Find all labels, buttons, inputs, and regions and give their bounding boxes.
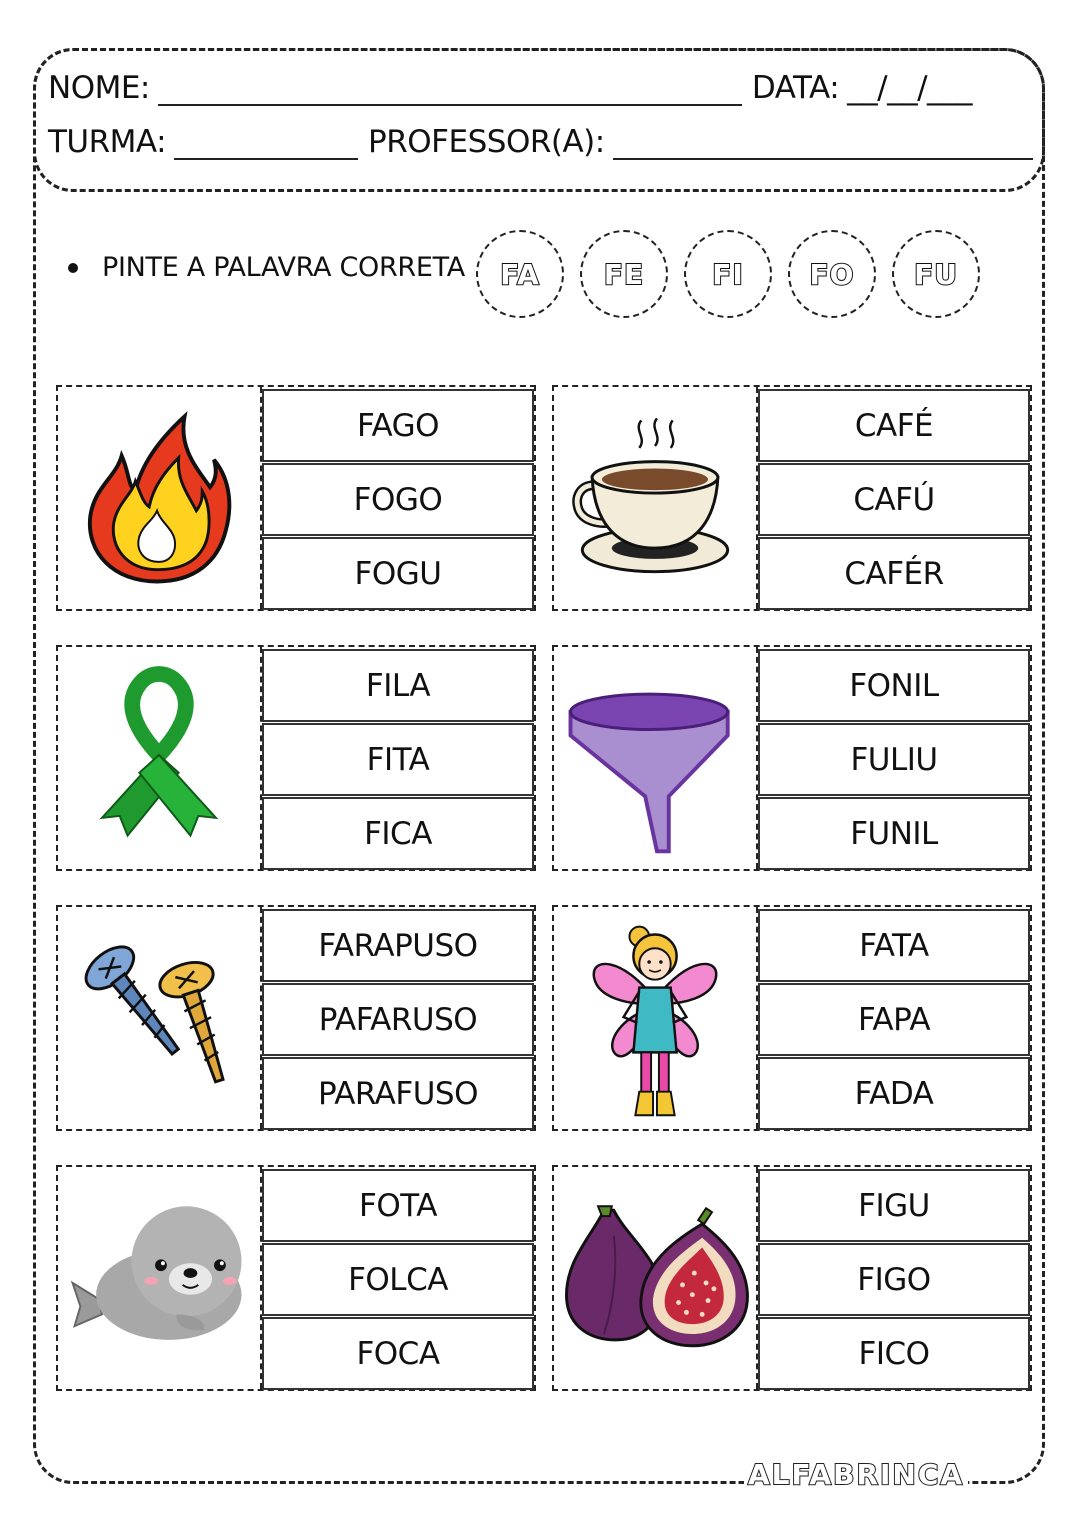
option-fita[interactable]: FITA — [262, 723, 534, 796]
fire-icon — [58, 387, 262, 609]
option-farapuso[interactable]: FARAPUSO — [262, 909, 534, 982]
instruction — [68, 252, 465, 283]
syllable-fu: FU — [892, 230, 980, 318]
card-screws — [56, 905, 536, 1131]
card-fig — [552, 1165, 1032, 1391]
option-figu[interactable]: FIGU — [758, 1169, 1030, 1242]
option-fogu[interactable]: FOGU — [262, 537, 534, 610]
card-ribbon — [56, 645, 536, 871]
fairy-icon — [554, 907, 758, 1129]
option-pafaruso[interactable]: PAFARUSO — [262, 983, 534, 1056]
name-label: NOME: — [48, 70, 150, 106]
teacher-field[interactable] — [613, 132, 1033, 160]
name-field[interactable] — [158, 78, 742, 106]
card-funnel — [552, 645, 1032, 871]
option-cafer[interactable]: CAFÉR — [758, 537, 1030, 610]
screws-icon — [58, 907, 262, 1129]
brand-logo: ALFABRINCA — [744, 1458, 968, 1491]
card-seal — [56, 1165, 536, 1391]
option-funil[interactable]: FUNIL — [758, 797, 1030, 870]
option-fago[interactable]: FAGO — [262, 389, 534, 462]
funnel-icon — [554, 647, 758, 869]
bullet-icon — [68, 263, 78, 273]
option-cafe[interactable]: CAFÉ — [758, 389, 1030, 462]
card-fairy — [552, 905, 1032, 1131]
option-parafuso[interactable]: PARAFUSO — [262, 1057, 534, 1130]
option-fila[interactable]: FILA — [262, 649, 534, 722]
syllable-fa: FA — [476, 230, 564, 318]
class-label: TURMA: — [48, 124, 167, 160]
option-folca[interactable]: FOLCA — [262, 1243, 534, 1316]
option-fapa[interactable]: FAPA — [758, 983, 1030, 1056]
option-fonil[interactable]: FONIL — [758, 649, 1030, 722]
option-cafu[interactable]: CAFÚ — [758, 463, 1030, 536]
syllable-fi: FI — [684, 230, 772, 318]
option-fuliu[interactable]: FULIU — [758, 723, 1030, 796]
date-field[interactable]: __/__/___ — [847, 70, 973, 106]
name-row — [48, 70, 972, 106]
option-foca[interactable]: FOCA — [262, 1317, 534, 1390]
class-field[interactable] — [174, 132, 358, 160]
green-ribbon-icon — [58, 647, 262, 869]
option-fica[interactable]: FICA — [262, 797, 534, 870]
syllable-fe: FE — [580, 230, 668, 318]
option-fada[interactable]: FADA — [758, 1057, 1030, 1130]
card-fire — [56, 385, 536, 611]
class-row — [48, 124, 1033, 160]
date-label: DATA: — [751, 70, 840, 106]
coffee-cup-icon — [554, 387, 758, 609]
card-coffee — [552, 385, 1032, 611]
option-fogo[interactable]: FOGO — [262, 463, 534, 536]
option-figo[interactable]: FIGO — [758, 1243, 1030, 1316]
option-fico[interactable]: FICO — [758, 1317, 1030, 1390]
seal-icon — [58, 1167, 262, 1389]
option-fota[interactable]: FOTA — [262, 1169, 534, 1242]
instruction-text: PINTE A PALAVRA CORRETA — [102, 252, 465, 283]
syllable-fo: FO — [788, 230, 876, 318]
option-fata[interactable]: FATA — [758, 909, 1030, 982]
teacher-label: PROFESSOR(A): — [368, 124, 605, 160]
fig-icon — [554, 1167, 758, 1389]
